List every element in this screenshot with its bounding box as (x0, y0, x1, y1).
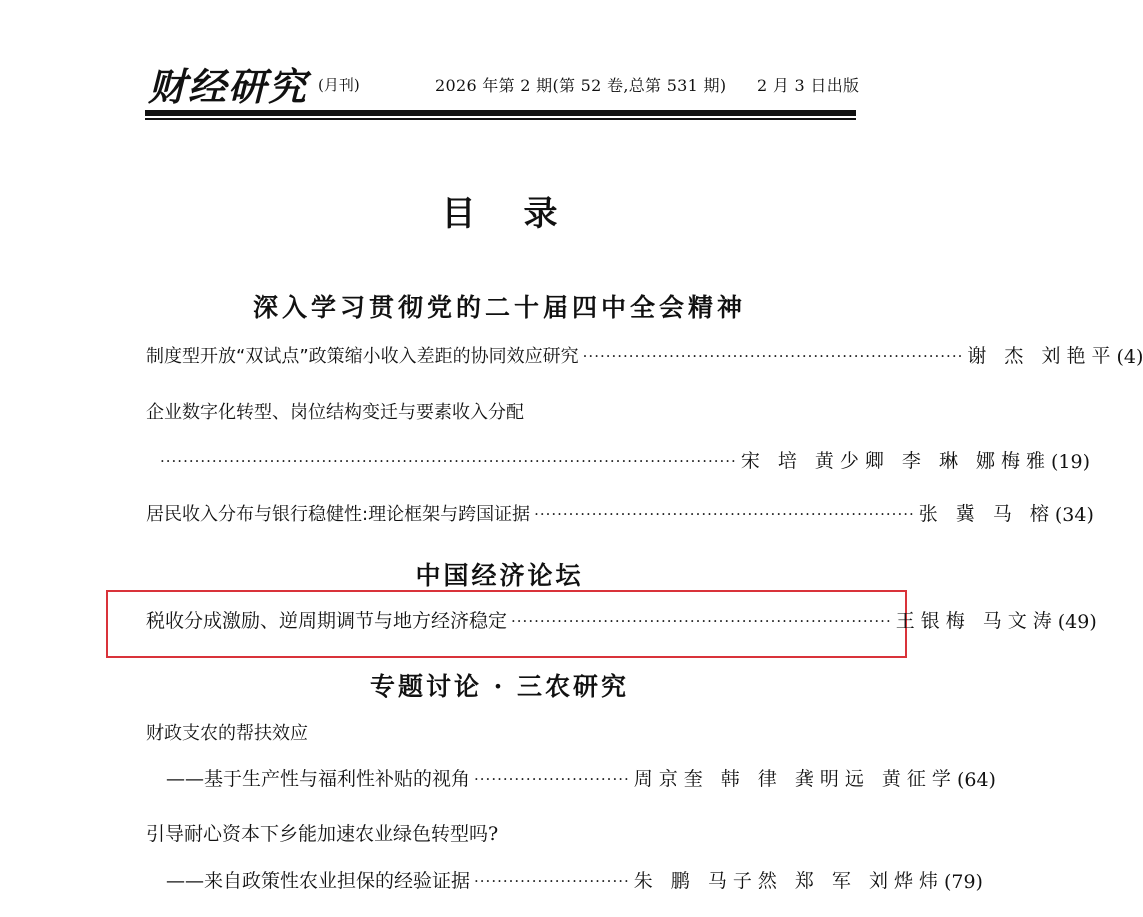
toc-entry[interactable] (146, 445, 1091, 473)
journal-frequency: (月刊) (318, 76, 360, 94)
leader-dots: ··························· (474, 770, 630, 788)
section-heading: 专题讨论 · 三农研究 (369, 672, 630, 701)
entry-title: 税收分成激励、逆周期调节与地方经济稳定 (146, 610, 508, 632)
leader-dots: ·································································· (534, 505, 915, 523)
entry-authors: 张 冀 马 榕 (918, 503, 1055, 525)
section-heading: 深入学习贯彻党的二十届四中全会精神 (252, 293, 746, 322)
toc-entry[interactable] (146, 340, 1143, 368)
entry-authors: 宋 培 黄少卿 李 琳 娜梅雅 (740, 450, 1052, 472)
entry-authors: 王银梅 马文涛 (895, 610, 1058, 632)
entry-page: (49) (1057, 611, 1097, 633)
entry-subtitle: ——基于生产性与福利性补贴的视角 (166, 768, 471, 790)
toc-entry[interactable] (146, 605, 1097, 633)
leader-dots: ·································································· (511, 612, 892, 630)
entry-subtitle: ——来自政策性农业担保的经验证据 (166, 870, 471, 892)
publication-date: 2 月 3 日出版 (757, 76, 860, 95)
leader-dots: ··························· (474, 872, 630, 890)
entry-title: 制度型开放“双试点”政策缩小收入差距的协同效应研究 (146, 346, 579, 367)
entry-title: 企业数字化转型、岗位结构变迁与要素收入分配 (146, 402, 524, 423)
entry-page: (34) (1054, 504, 1094, 526)
toc-entry-title-line[interactable] (146, 717, 856, 745)
entry-title: 居民收入分布与银行稳健性:理论框架与跨国证据 (146, 504, 531, 525)
header-rule-thin (145, 118, 856, 120)
section-heading: 中国经济论坛 (415, 561, 584, 590)
entry-page: (19) (1051, 451, 1091, 473)
entry-authors: 谢 杰 刘艳平 (967, 345, 1117, 367)
entry-title: 引导耐心资本下乡能加速农业绿色转型吗? (146, 823, 499, 845)
toc-title: 目录 (441, 194, 606, 234)
entry-page: (64) (956, 769, 996, 791)
header-rule-thick (145, 110, 856, 116)
toc-entry-title-line[interactable] (146, 818, 856, 846)
entry-authors: 朱 鹏 马子然 郑 军 刘烨炜 (633, 870, 944, 892)
journal-name: 财经研究 (148, 64, 309, 109)
toc-entry-title-line[interactable] (146, 396, 856, 424)
toc-entry[interactable] (146, 498, 1094, 526)
issue-info: 2026 年第 2 期(第 52 卷,总第 531 期) (435, 76, 727, 95)
entry-page: (4) (1116, 346, 1143, 368)
entry-authors: 周京奎 韩 律 龚明远 黄征学 (633, 768, 957, 790)
toc-entry[interactable] (146, 763, 996, 791)
toc-entry[interactable] (146, 865, 983, 893)
leader-dots: ·································································· (582, 347, 964, 365)
leader-dots: ···································································································· (160, 452, 737, 470)
entry-title: 财政支农的帮扶效应 (146, 723, 308, 744)
entry-page: (79) (943, 871, 983, 893)
